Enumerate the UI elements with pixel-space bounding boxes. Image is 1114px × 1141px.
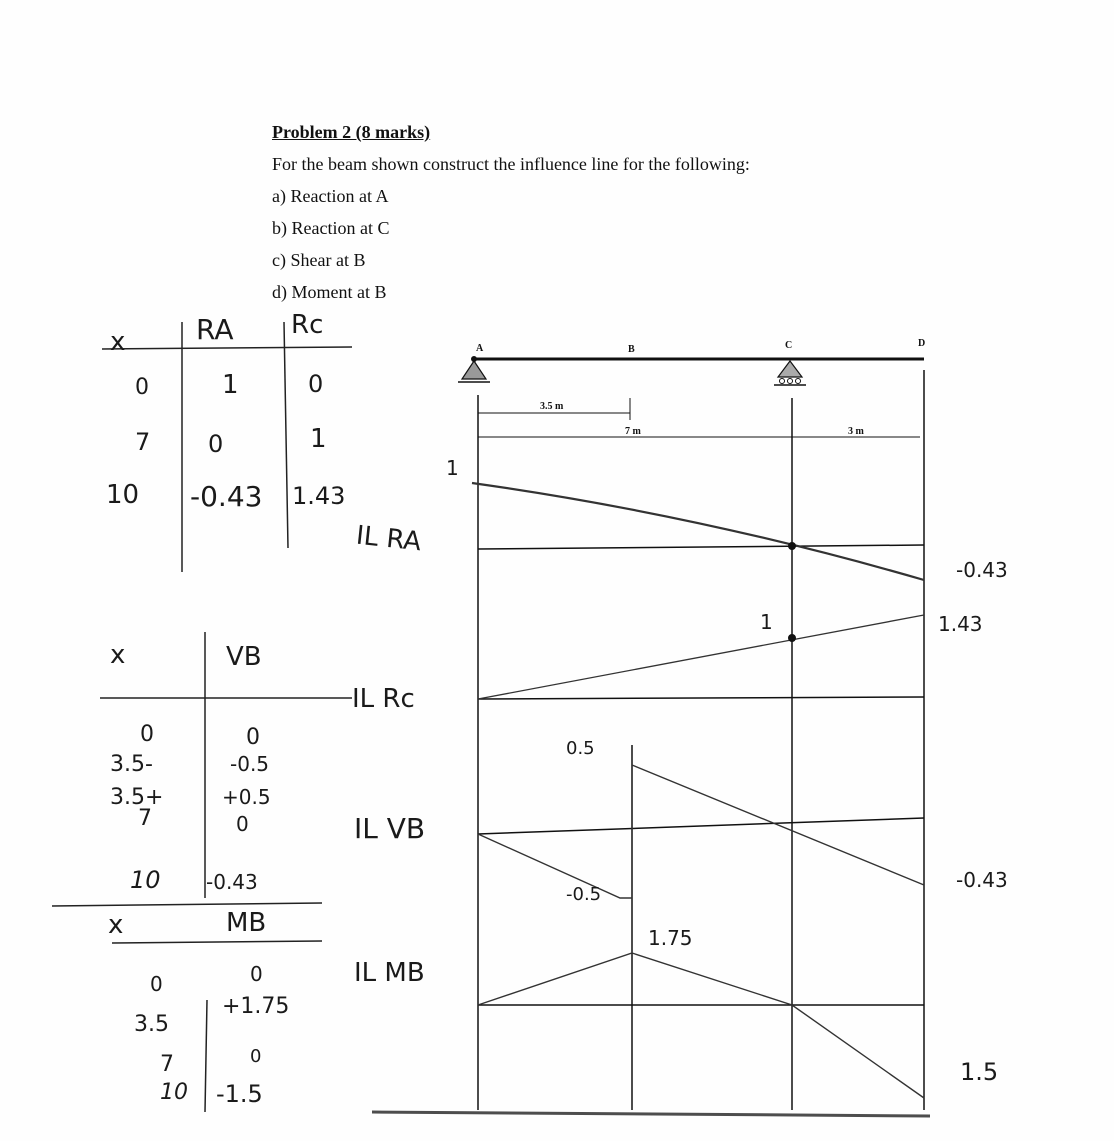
t2-r1-vb: 0 (246, 725, 260, 750)
t2-header-x: x (110, 640, 126, 670)
support-c-triangle (778, 361, 802, 377)
dim-ac-label: 7 m (625, 426, 641, 437)
il-vb-baseline (478, 818, 924, 834)
table1-col-rule-2 (284, 322, 288, 548)
il-rc-line (478, 615, 924, 699)
il-vb-label: IL VB (354, 812, 426, 845)
il-ra-crossing-dot (788, 542, 796, 550)
t3-r4-x: 10 (160, 1080, 188, 1105)
il-rc-end-value: 1.43 (938, 612, 983, 636)
t3-r1-mb: 0 (250, 962, 263, 986)
t1-header-ra: RA (196, 313, 234, 346)
t2-header-vb: VB (226, 642, 262, 672)
dim-ab-label: 3.5 m (540, 401, 564, 412)
t1-r1-x: 0 (135, 375, 149, 400)
il-vb-end-value: -0.43 (956, 868, 1008, 892)
bottom-edge-line (372, 1112, 930, 1116)
il-rc-baseline (478, 697, 924, 699)
il-rc-dot-c (788, 634, 796, 642)
il-ra-label: IL RA (354, 520, 423, 558)
t2-r4-vb: 0 (236, 812, 249, 836)
point-a-label: A (476, 343, 484, 354)
problem-intro: For the beam shown construct the influence line for the following: (272, 154, 750, 174)
il-mb-label: IL MB (354, 958, 425, 988)
support-a-triangle (462, 361, 486, 379)
t2-r5-x: 10 (130, 866, 161, 894)
t3-r1-x: 0 (150, 972, 163, 996)
il-rc-c-value: 1 (760, 610, 773, 634)
t1-r1-rc: 0 (308, 370, 324, 398)
problem-item-c: c) Shear at B (272, 250, 366, 270)
problem-title: Problem 2 (8 marks) (272, 122, 431, 142)
table3-header-rule (112, 941, 322, 943)
table3-col-rule (205, 1000, 207, 1112)
t1-r3-x: 10 (106, 480, 140, 510)
point-c-label: C (785, 340, 793, 351)
il-mb-end-value: 1.5 (960, 1058, 999, 1086)
il-ra-end-value: -0.43 (956, 558, 1008, 582)
il-rc-label: IL Rc (352, 684, 415, 714)
support-c-roller-1 (780, 379, 785, 384)
t1-r3-rc: 1.43 (292, 482, 346, 510)
il-vb-top-value: 0.5 (566, 738, 595, 759)
problem-item-d: d) Moment at B (272, 282, 387, 302)
t3-r3-x: 7 (160, 1052, 174, 1077)
t3-header-mb: MB (226, 908, 267, 938)
table1-header-rule (102, 347, 352, 349)
t2-r3-vb: +0.5 (222, 785, 271, 809)
t2-r5-vb: -0.43 (206, 870, 258, 894)
il-ra-start-value: 1 (446, 456, 459, 480)
t3-r2-x: 3.5 (134, 1012, 169, 1037)
point-d-label: D (918, 338, 926, 349)
problem-item-a: a) Reaction at A (272, 186, 389, 206)
table3-top-rule (52, 903, 322, 906)
t3-r2-mb: +1.75 (222, 994, 290, 1019)
problem-item-b: b) Reaction at C (272, 218, 390, 238)
t3-header-x: x (108, 910, 124, 940)
il-ra-baseline (478, 545, 924, 549)
t1-r2-rc: 1 (310, 424, 327, 454)
t3-r4-mb: -1.5 (216, 1080, 263, 1108)
il-mb-peak-value: 1.75 (648, 926, 693, 950)
il-ra-curve (472, 483, 924, 580)
t2-r4-x: 7 (138, 806, 152, 831)
t1-r2-x: 7 (135, 428, 151, 456)
t1-r3-ra: -0.43 (190, 480, 263, 513)
t2-r2-x: 3.5- (110, 752, 153, 777)
t2-r2-vb: -0.5 (230, 752, 270, 776)
t1-r2-ra: 0 (208, 430, 224, 458)
point-b-label: B (628, 344, 635, 355)
t1-header-x: x (110, 327, 126, 357)
t1-header-rc: Rc (291, 310, 324, 340)
t3-r3-mb: 0 (250, 1046, 262, 1067)
t2-r3-x: 3.5+ (110, 785, 164, 810)
t1-r1-ra: 1 (222, 370, 239, 400)
dim-cd-label: 3 m (848, 426, 864, 437)
support-c-roller-3 (796, 379, 801, 384)
t2-r1-x: 0 (140, 722, 154, 747)
support-c-roller-2 (788, 379, 793, 384)
il-vb-bottom-value: -0.5 (566, 884, 602, 905)
il-mb-line (478, 953, 924, 1098)
